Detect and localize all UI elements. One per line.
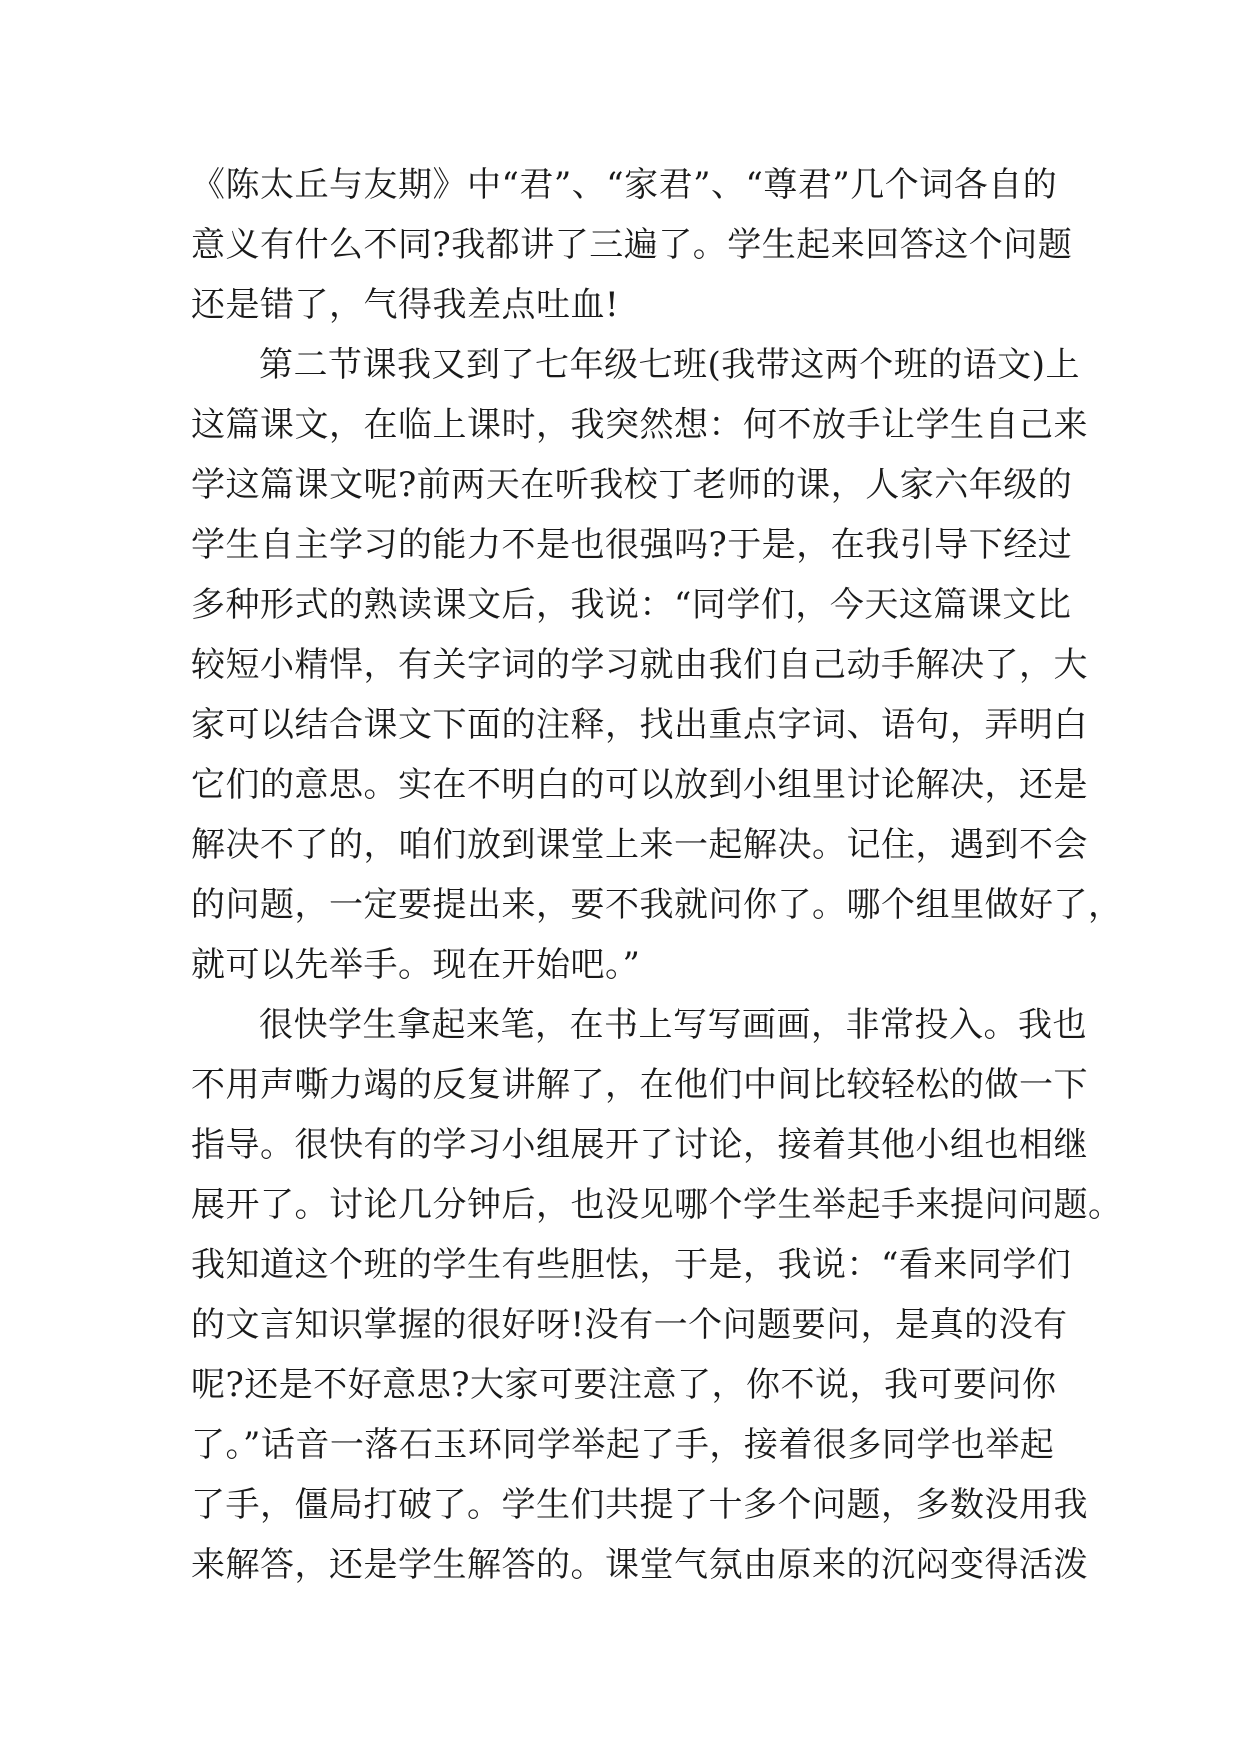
text-line: 了。”话音一落石玉环同学举起了手，接着很多同学也举起 <box>191 1425 1055 1465</box>
text-line: 展开了。讨论几分钟后，也没见哪个学生举起手来提问问题。 <box>191 1185 1123 1225</box>
document-body <box>191 155 1123 1595</box>
text-line: 的问题，一定要提出来，要不我就问你了。哪个组里做好了， <box>191 885 1123 925</box>
text-line: 就可以先举手。现在开始吧。” <box>191 945 641 985</box>
text-line: 呢?还是不好意思?大家可要注意了，你不说，我可要问你 <box>191 1365 1057 1405</box>
text-line: 它们的意思。实在不明白的可以放到小组里讨论解决，还是 <box>191 765 1088 805</box>
paragraph <box>191 155 1073 335</box>
text-line: 意义有什么不同?我都讲了三遍了。学生起来回答这个问题 <box>191 225 1073 265</box>
text-line: 不用声嘶力竭的反复讲解了，在他们中间比较轻松的做一下 <box>191 1065 1088 1105</box>
text-line: 较短小精悍，有关字词的学习就由我们自己动手解决了，大 <box>191 645 1088 685</box>
text-line: 解决不了的，咱们放到课堂上来一起解决。记住，遇到不会 <box>191 825 1088 865</box>
text-line: 学生自主学习的能力不是也很强吗?于是，在我引导下经过 <box>191 525 1073 565</box>
text-line: 第二节课我又到了七年级七班(我带这两个班的语文)上 <box>259 345 1081 385</box>
text-line: 了手，僵局打破了。学生们共提了十多个问题，多数没用我 <box>191 1485 1088 1525</box>
text-line: 这篇课文，在临上课时，我突然想：何不放手让学生自己来 <box>191 405 1088 445</box>
text-line: 家可以结合课文下面的注释，找出重点字词、语句，弄明白 <box>191 705 1088 745</box>
text-line: 来解答，还是学生解答的。课堂气氛由原来的沉闷变得活泼 <box>191 1545 1088 1585</box>
text-line: 的文言知识掌握的很好呀!没有一个问题要问，是真的没有 <box>191 1305 1068 1345</box>
text-line: 指导。很快有的学习小组展开了讨论，接着其他小组也相继 <box>191 1125 1088 1165</box>
text-line: 多种形式的熟读课文后，我说：“同学们，今天这篇课文比 <box>191 585 1072 625</box>
text-line: 我知道这个班的学生有些胆怯，于是，我说：“看来同学们 <box>191 1245 1072 1285</box>
text-line: 学这篇课文呢?前两天在听我校丁老师的课，人家六年级的 <box>191 465 1073 505</box>
paragraph <box>191 335 1123 995</box>
text-line: 《陈太丘与友期》中“君”、“家君”、“尊君”几个词各自的 <box>191 165 1058 205</box>
text-line: 很快学生拿起来笔，在书上写写画画，非常投入。我也 <box>259 1005 1087 1045</box>
paragraph <box>191 995 1123 1595</box>
text-line: 还是错了，气得我差点吐血! <box>191 285 620 325</box>
